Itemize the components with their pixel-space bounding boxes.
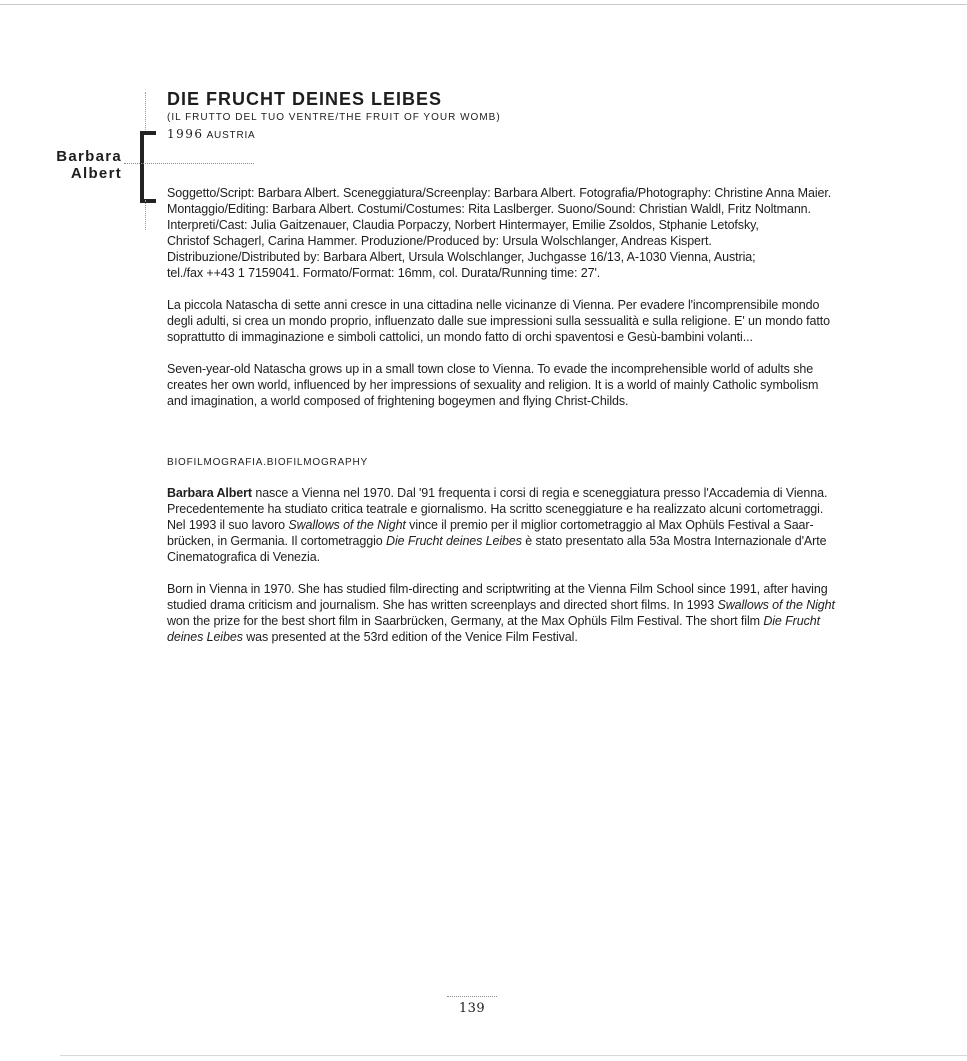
biography-italian: Barbara Albert nasce a Vienna nel 1970. Dal '91 frequenta i corsi di regia e sceneggiatura presso l'Accademia di Vienna. Precedentemente ha studiato critica teatrale e giornalismo. Ha scritto sceneggiature e ha realizzato alcuni cortometraggi. Nel 1993 il suo lavoro Swallows of the Night vince il premio per il miglior cortometraggio al Max Ophüls Festival a Saar- brücken, in Germania. Il cortometraggio Die Frucht deines Leibes è stato presentato alla 53a Mostra Internazionale d'Arte Cinematografica di Venezia. — [167, 486, 828, 564]
director-name-first: Barbara — [56, 148, 122, 165]
film-alt-titles: (IL FRUTTO DEL TUO VENTRE/THE FRUIT OF YOUR WOMB) — [167, 112, 501, 123]
film-title: DIE FRUCHT DEINES LEIBES — [167, 89, 443, 109]
dotted-vertical-rule — [145, 92, 146, 132]
synopsis-english: Seven-year-old Natascha grows up in a small town close to Vienna. To evade the incomprehensible world of adults she creates her own world, influenced by her impressions of sexuality and religion. It is a world of mainly Catholic symbolism and imagination, a world composed of frightening bogeymen and flying Christ-Childs. — [167, 362, 819, 408]
section-heading: BIOFILMOGRAFIA.BIOFILMOGRAPHY — [167, 457, 369, 468]
page-number-leader — [447, 996, 497, 997]
dotted-vertical-rule-lower — [145, 200, 146, 230]
synopsis-italian: La piccola Natascha di sette anni cresce in una cittadina nelle vicinanze di Vienna. Per evadere l'incomprensibile mondo degli adulti, si crea un mondo proprio, influenzato dalle sue impressioni sulla sessualità e sulla religione. E' un mondo fatto soprattutto di immaginazione e simboli cattolici, un mondo fatto di orchi spaventosi e Gesù-bambini volanti... — [167, 298, 830, 344]
top-rule — [0, 4, 967, 5]
director-name-last: Albert — [70, 165, 122, 182]
film-year: 1996 — [167, 127, 204, 141]
bottom-rule — [60, 1055, 967, 1056]
biography-english: Born in Vienna in 1970. She has studied film-directing and scriptwriting at the Vienna Film School since 1991, after having studied drama criticism and journalism. She has written screenplays and directed short films. In 1993 Swallows of the Night won the prize for the best short film in Saarbrücken, Germany, at the Max Ophüls Film Festival. The short film Die Frucht deines Leibes was presented at the 53rd edition of the Venice Film Festival. — [167, 582, 835, 644]
bracket-ornament — [140, 131, 156, 203]
film-year-country — [167, 126, 872, 144]
film-entry — [167, 88, 872, 645]
film-country: AUSTRIA — [206, 130, 256, 141]
credits-block: Soggetto/Script: Barbara Albert. Sceneggiatura/Screenplay: Barbara Albert. Fotografia/Photography: Christine Anna Maier. Montaggio/Editing: Barbara Albert. Costumi/Costumes: Rita Laslberger. Suono/Sound: Christian Waldl, Fritz Noltmann. Interpreti/Cast: Julia Gaitzenauer, Claudia Porpaczy, Norbert Hintermayer, Emilie Zsoldos, Stphanie Letofsky, Christof Schagerl, Carina Hammer. Produzione/Produced by: Ursula Wolschlanger, Andreas Kispert. Distribuzione/Distributed by: Barbara Albert, Ursula Wolschlanger, Juchgasse 16/13, A-1030 Vienna, Austria; tel./fax ++43 1 7159041. Formato/Format: 16mm, col. Durata/Running time: 27'. — [167, 186, 832, 280]
page-number: 139 — [458, 1001, 486, 1016]
director-name — [12, 148, 122, 182]
bio-director-name: Barbara Albert — [167, 486, 252, 500]
